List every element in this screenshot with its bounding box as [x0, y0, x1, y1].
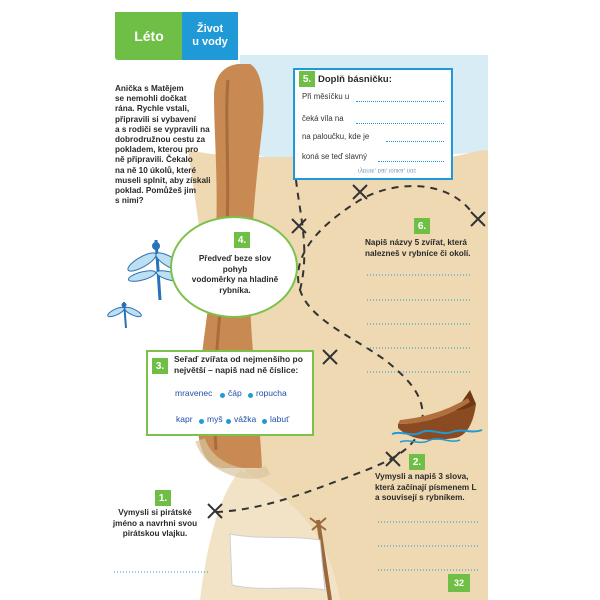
- separator-dot: [248, 393, 253, 398]
- task-4-line: vodoměrky na hladině: [191, 275, 279, 284]
- poem-answer-line[interactable]: [378, 161, 444, 162]
- task-6-line: nalezneš v rybníce či okolí.: [365, 248, 471, 258]
- poem-line-3: na paloučku, kde je: [302, 132, 370, 141]
- task-2-line: a souvisejí s rybníkem.: [375, 493, 465, 502]
- intro-line: se nemohli dočkat: [115, 94, 187, 104]
- poem-answer-line[interactable]: [356, 101, 444, 102]
- topic-tab-line2: u vody: [192, 36, 228, 48]
- task-2-text: [375, 472, 485, 504]
- season-tab-label: Léto: [134, 28, 164, 44]
- task-5-title: Doplň básničku:: [318, 74, 392, 85]
- dragonfly-icon: [107, 302, 143, 328]
- season-tab: [115, 12, 183, 60]
- task-1-number: 1.: [155, 490, 171, 506]
- separator-dot: [262, 419, 267, 424]
- task-3-text: [174, 354, 312, 376]
- poem-mirrored-hint: rybník, bál, louka, noc: [358, 167, 417, 173]
- animal-word: mravenec: [175, 388, 213, 398]
- poem-answer-line[interactable]: [386, 141, 444, 142]
- animal-word: myš: [207, 414, 223, 424]
- separator-dot: [199, 419, 204, 424]
- topic-tab: [182, 12, 238, 60]
- task-2-line: Vymysli a napiš 3 slova,: [375, 472, 469, 481]
- animal-word: labuť: [270, 414, 290, 424]
- intro-paragraph: [115, 84, 233, 206]
- separator-dot: [226, 419, 231, 424]
- intro-line: museli splnit, aby získali: [115, 175, 211, 185]
- task-1-text: [112, 508, 198, 540]
- task-6-number: 6.: [414, 218, 430, 234]
- task-4-line: Předveď beze slov pohyb: [198, 254, 272, 274]
- task-4-line: rybníka.: [219, 285, 251, 295]
- task-5-number: 5.: [299, 71, 315, 87]
- task-3-line: Seřaď zvířata od nejmenšího po: [174, 354, 303, 364]
- intro-line: poklad. Pomůžeš jim: [115, 186, 196, 196]
- animal-word: vážka: [234, 414, 257, 424]
- poem-line-4: koná se teď slavný: [302, 152, 368, 161]
- animal-word: kapr: [176, 414, 193, 424]
- intro-line: ně připravili. Čekalo: [115, 155, 193, 165]
- page-number: 32: [448, 574, 470, 592]
- task-1-line: pirátskou vlajku.: [122, 529, 188, 538]
- intro-line: Anička s Matějem: [115, 84, 184, 93]
- animal-word: ropucha: [256, 388, 287, 398]
- intro-line: s nimi?: [115, 196, 144, 206]
- separator-dot: [220, 393, 225, 398]
- intro-line: připravili si vybavení: [115, 114, 197, 124]
- intro-line: na ně 10 úkolů, které: [115, 165, 196, 175]
- intro-line: a s rodiči se vypravili na: [115, 124, 210, 134]
- task-3-line: největší – napiš nad ně číslice:: [174, 365, 299, 375]
- task-4-text: [190, 254, 280, 296]
- intro-line: dobrodružnou cestu za: [115, 135, 206, 145]
- task-1-line: Vymysli si pirátské: [118, 508, 192, 517]
- poem-line-1: Při měsíčku u: [302, 92, 350, 101]
- task-3-number: 3.: [152, 358, 168, 374]
- task-1-line: jméno a navrhni svou: [112, 518, 198, 528]
- task-6-line: Napiš názvy 5 zvířat, která: [365, 238, 467, 247]
- poem-answer-line[interactable]: [356, 123, 444, 124]
- topic-tab-line1: Život: [196, 23, 224, 35]
- animal-word: čáp: [228, 388, 242, 398]
- intro-line: pokladem, kterou pro: [115, 145, 199, 155]
- poem-line-2: čeká víla na: [302, 114, 344, 123]
- task-2-number: 2.: [409, 454, 425, 470]
- task-4-number: 4.: [234, 232, 250, 248]
- task-2-line: která začínají písmenem L: [375, 482, 477, 492]
- intro-line: rána. Rychle vstali,: [115, 104, 190, 114]
- task-6-text: [365, 238, 473, 259]
